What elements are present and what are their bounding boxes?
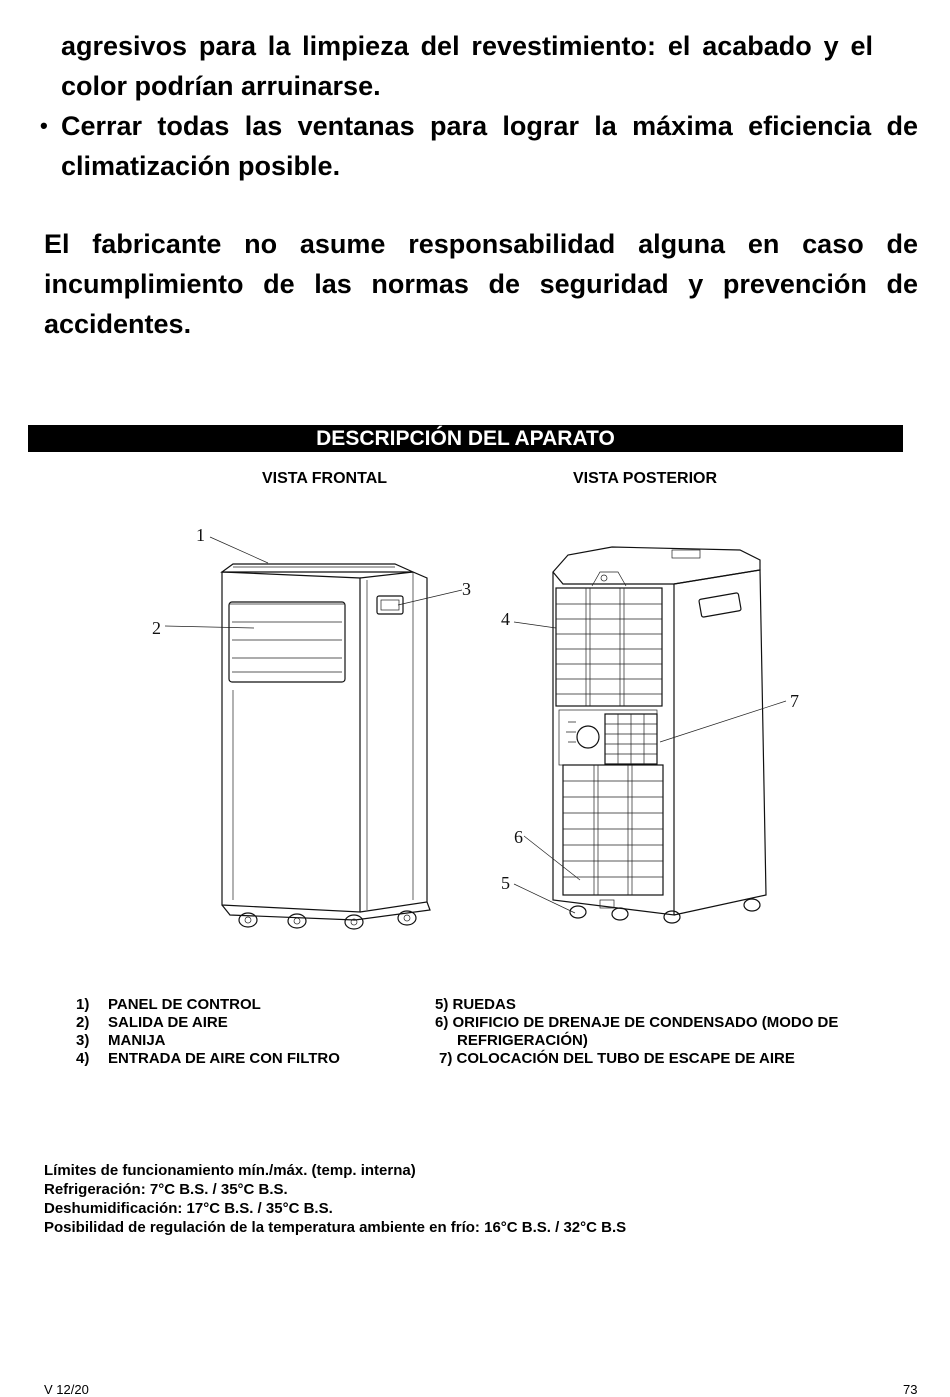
legend-num: 4) <box>76 1050 90 1067</box>
callout-6: 6 <box>514 827 523 847</box>
front-view-drawing <box>165 537 462 929</box>
callout-2: 2 <box>152 618 161 638</box>
rear-view-drawing <box>514 547 786 923</box>
legend-right-item: 7) COLOCACIÓN DEL TUBO DE ESCAPE DE AIRE <box>439 1050 795 1067</box>
operating-limits <box>44 1161 626 1237</box>
callout-7: 7 <box>790 691 799 711</box>
bullet-dot: • <box>40 113 48 138</box>
limits-line: Límites de funcionamiento mín./máx. (temp. interna) <box>44 1162 416 1179</box>
callout-5: 5 <box>501 873 510 893</box>
disclaimer-line-3: accidentes. <box>44 309 192 339</box>
callout-3: 3 <box>462 579 471 599</box>
legend-num: 3) <box>76 1032 90 1049</box>
disclaimer-line-1: El fabricante no asume responsabilidad alguna en caso de <box>44 229 918 259</box>
limits-line: Deshumidificación: 17°C B.S. / 35°C B.S. <box>44 1200 333 1217</box>
legend-num: 1) <box>76 996 90 1013</box>
intro-line-1: agresivos para la limpieza del revestimiento: el acabado y el <box>61 31 873 61</box>
legend-num: 2) <box>76 1014 90 1031</box>
legend-right-item: 6) ORIFICIO DE DRENAJE DE CONDENSADO (MODO DE <box>435 1014 839 1031</box>
bullet-line-2: climatización posible. <box>61 151 341 181</box>
legend-text: PANEL DE CONTROL <box>108 996 261 1013</box>
rear-view-label: VISTA POSTERIOR <box>573 470 718 487</box>
legend-text: ENTRADA DE AIRE CON FILTRO <box>108 1050 340 1067</box>
footer-version: V 12/20 <box>44 1382 89 1397</box>
callout-1: 1 <box>196 525 205 545</box>
legend-right-item: REFRIGERACIÓN) <box>457 1032 588 1049</box>
intro-line-2: color podrían arruinarse. <box>61 71 381 101</box>
bullet-line-1: Cerrar todas las ventanas para lograr la máxima eficiencia de <box>61 111 918 141</box>
legend-text: SALIDA DE AIRE <box>108 1014 228 1031</box>
limits-line: Refrigeración: 7°C B.S. / 35°C B.S. <box>44 1181 288 1198</box>
disclaimer-line-2: incumplimiento de las normas de seguridad y prevención de <box>44 269 918 299</box>
legend-text: MANIJA <box>108 1032 166 1049</box>
front-view-label: VISTA FRONTAL <box>262 470 388 487</box>
limits-line: Posibilidad de regulación de la temperatura ambiente en frío: 16°C B.S. / 32°C B.S <box>44 1219 627 1236</box>
callout-4: 4 <box>501 609 510 629</box>
footer-page-number: 73 <box>903 1382 918 1397</box>
legend-right-item: 5) RUEDAS <box>435 996 516 1013</box>
section-title: DESCRIPCIÓN DEL APARATO <box>28 425 903 452</box>
